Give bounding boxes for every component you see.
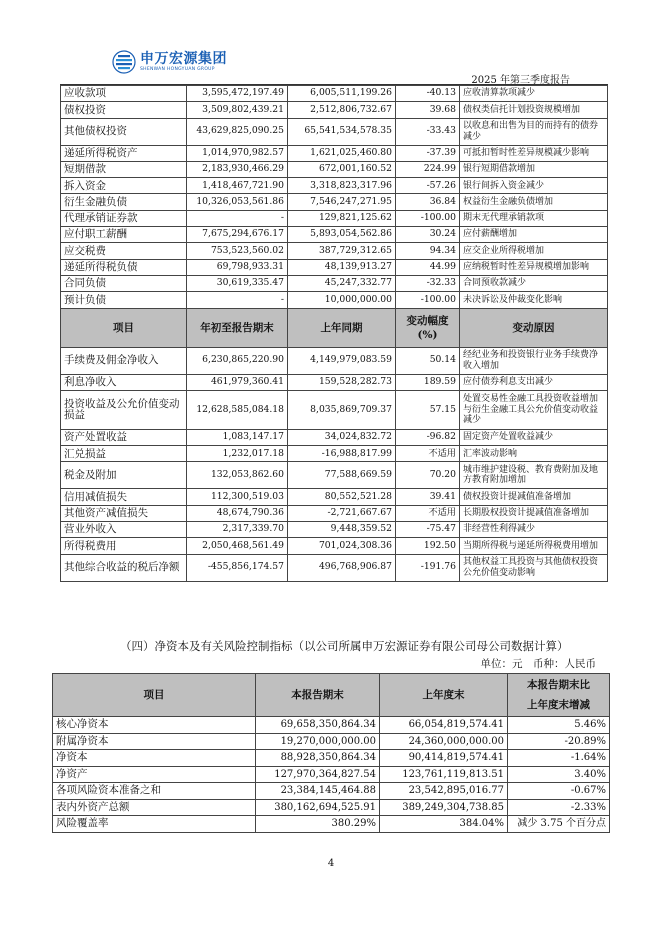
row-change-pct: -191.76	[396, 554, 460, 581]
header-change-line2: 上年度末增减	[527, 699, 590, 711]
row-change-pct: 不适用	[396, 446, 460, 462]
section-title: （四）净资本及有关风险控制指标（以公司所属申万宏源证券有限公司母公司数据计算）	[120, 639, 569, 653]
row-change-pct: -100.00	[396, 210, 460, 226]
row-begin-value: 753,523,560.02	[187, 243, 288, 259]
row-item: 投资收益及公允价值变动损益	[61, 390, 187, 429]
row-prev-value: 496,768,906.87	[288, 554, 396, 581]
table-row	[61, 374, 608, 390]
row-prev-value: 159,528,282.73	[288, 374, 396, 390]
row-reason: 合同预收款减少	[460, 275, 608, 291]
table-row	[53, 783, 610, 800]
row-reason: 长期股权投资计提减值准备增加	[460, 505, 608, 521]
table-row	[53, 816, 610, 833]
row-begin-value: 2,317,339.70	[187, 522, 288, 538]
table-row	[53, 799, 610, 816]
header-change	[396, 308, 460, 347]
table-row	[61, 522, 608, 538]
row-change-pct: 39.41	[396, 489, 460, 505]
row-reason: 处置交易性金融工具投资收益增加与衍生金融工具公允价值变动收益减少	[460, 390, 608, 429]
row-current-value: 380,162,694,525.91	[256, 799, 380, 816]
row-change-pct: -40.13	[396, 86, 460, 102]
row-last-year-value: 24,360,000,000.00	[380, 733, 508, 750]
logo-english-name: SHENWAN HONGYUAN GROUP	[140, 66, 215, 72]
row-item: 应交税费	[61, 243, 187, 259]
header-prev: 上年同期	[288, 308, 396, 347]
row-change-pct: -100.00	[396, 292, 460, 308]
row-item: 衍生金融负债	[61, 194, 187, 210]
row-item: 风险覆盖率	[53, 816, 256, 833]
row-begin-value: 3,595,472,197.49	[187, 86, 288, 102]
table1-header-row	[61, 308, 608, 347]
row-prev-value: 9,448,359.52	[288, 522, 396, 538]
row-prev-value: 48,139,913.27	[288, 259, 396, 275]
row-current-value: 69,658,350,864.34	[256, 717, 380, 734]
header-change-line2: (%)	[417, 328, 438, 341]
row-change-pct: 50.14	[396, 347, 460, 374]
row-change-pct: 189.59	[396, 374, 460, 390]
row-last-year-value: 90,414,819,574.41	[380, 750, 508, 767]
row-item: 其他资产减值损失	[61, 505, 187, 521]
row-change: 3.40%	[508, 766, 610, 783]
table-row	[61, 178, 608, 194]
row-begin-value: -	[187, 292, 288, 308]
row-begin-value: 10,326,053,561.86	[187, 194, 288, 210]
row-change-pct: -32.33	[396, 275, 460, 291]
header-item: 项目	[53, 674, 256, 717]
row-item: 债权投资	[61, 102, 187, 118]
row-reason: 以收息和出售为目的而持有的债券减少	[460, 118, 608, 145]
row-change-pct: 192.50	[396, 538, 460, 554]
table-row	[61, 86, 608, 102]
row-begin-value: 461,979,360.41	[187, 374, 288, 390]
table-row	[61, 390, 608, 429]
row-change: -1.64%	[508, 750, 610, 767]
row-prev-value: 701,024,308.36	[288, 538, 396, 554]
row-item: 各项风险资本准备之和	[53, 783, 256, 800]
row-item: 合同负债	[61, 275, 187, 291]
row-prev-value: 672,001,160.52	[288, 161, 396, 177]
table-row	[61, 259, 608, 275]
row-prev-value: 4,149,979,083.59	[288, 347, 396, 374]
table-row	[53, 733, 610, 750]
table-row	[61, 161, 608, 177]
row-item: 手续费及佣金净收入	[61, 347, 187, 374]
row-prev-value: 387,729,312.65	[288, 243, 396, 259]
row-last-year-value: 384.04%	[380, 816, 508, 833]
row-reason: 权益衍生金融负债增加	[460, 194, 608, 210]
row-change-pct: -96.82	[396, 429, 460, 445]
row-item: 拆入资金	[61, 178, 187, 194]
row-last-year-value: 66,054,819,574.41	[380, 717, 508, 734]
row-reason: 可抵扣暂时性差异规模减少影响	[460, 145, 608, 161]
table-row	[61, 102, 608, 118]
header-current: 本报告期末	[256, 674, 380, 717]
row-begin-value: 43,629,825,090.25	[187, 118, 288, 145]
header-item: 项目	[61, 308, 187, 347]
row-reason: 非经营性利得减少	[460, 522, 608, 538]
row-prev-value: 34,024,832.72	[288, 429, 396, 445]
row-change-pct: 36.84	[396, 194, 460, 210]
row-current-value: 127,970,364,827.54	[256, 766, 380, 783]
row-item: 代理承销证券款	[61, 210, 187, 226]
row-reason: 债权类信托计划投资规模增加	[460, 102, 608, 118]
table-row	[61, 347, 608, 374]
row-item: 其他债权投资	[61, 118, 187, 145]
company-logo	[112, 50, 227, 74]
row-change: 减少 3.75 个百分点	[508, 816, 610, 833]
row-begin-value: 132,053,862.60	[187, 462, 288, 489]
row-change-pct: -57.26	[396, 178, 460, 194]
row-prev-value: 10,000,000.00	[288, 292, 396, 308]
row-prev-value: -2,721,667.67	[288, 505, 396, 521]
row-item: 应收款项	[61, 86, 187, 102]
table-row	[61, 227, 608, 243]
row-change-pct: 94.34	[396, 243, 460, 259]
row-change-pct: -37.39	[396, 145, 460, 161]
table-row	[61, 145, 608, 161]
row-begin-value: 48,674,790.36	[187, 505, 288, 521]
row-prev-value: 5,893,054,562.86	[288, 227, 396, 243]
row-change-pct: 44.99	[396, 259, 460, 275]
row-last-year-value: 389,249,304,738.85	[380, 799, 508, 816]
row-reason: 应付薪酬增加	[460, 227, 608, 243]
row-prev-value: 1,621,025,460.80	[288, 145, 396, 161]
row-change: -0.67%	[508, 783, 610, 800]
page-number: 4	[327, 858, 335, 869]
table1-top-body	[61, 86, 608, 582]
table-row	[61, 446, 608, 462]
table2-header-row	[53, 674, 610, 717]
row-reason: 应交企业所得税增加	[460, 243, 608, 259]
row-change: 5.46%	[508, 717, 610, 734]
net-capital-indicators-table	[52, 673, 610, 833]
table-row	[53, 766, 610, 783]
table-row	[61, 462, 608, 489]
row-change-pct: 70.20	[396, 462, 460, 489]
row-begin-value: 1,014,970,982.57	[187, 145, 288, 161]
table2-body	[53, 674, 610, 833]
row-prev-value: 129,821,125.62	[288, 210, 396, 226]
row-item: 信用减值损失	[61, 489, 187, 505]
table-row	[61, 118, 608, 145]
row-reason: 应付债券利息支出减少	[460, 374, 608, 390]
row-begin-value: -455,856,174.57	[187, 554, 288, 581]
table-row	[61, 210, 608, 226]
row-begin-value: 30,619,335.47	[187, 275, 288, 291]
row-item: 利息净收入	[61, 374, 187, 390]
row-current-value: 19,270,000,000.00	[256, 733, 380, 750]
table-row	[61, 243, 608, 259]
row-item: 应付职工薪酬	[61, 227, 187, 243]
row-begin-value: 1,232,017.18	[187, 446, 288, 462]
row-reason: 其他权益工具投资与其他债权投资公允价值变动影响	[460, 554, 608, 581]
row-begin-value: -	[187, 210, 288, 226]
header-change	[508, 674, 610, 717]
row-change-pct: 不适用	[396, 505, 460, 521]
row-item: 净资产	[53, 766, 256, 783]
row-last-year-value: 123,761,119,813.51	[380, 766, 508, 783]
row-begin-value: 12,628,585,084.18	[187, 390, 288, 429]
row-begin-value: 3,509,802,439.21	[187, 102, 288, 118]
row-prev-value: 80,552,521.28	[288, 489, 396, 505]
row-change-pct: 57.15	[396, 390, 460, 429]
balance-and-income-changes-table	[60, 85, 608, 582]
row-item: 营业外收入	[61, 522, 187, 538]
row-reason: 期末无代理承销款项	[460, 210, 608, 226]
table-row	[61, 275, 608, 291]
logo-chinese-name: 申万宏源集团	[140, 50, 227, 67]
row-begin-value: 7,675,294,676.17	[187, 227, 288, 243]
row-reason: 当期所得税与递延所得税费用增加	[460, 538, 608, 554]
row-current-value: 23,384,145,464.88	[256, 783, 380, 800]
row-reason: 应纳税暂时性差异规模增加影响	[460, 259, 608, 275]
row-item: 附属净资本	[53, 733, 256, 750]
logo-mark-icon	[112, 50, 136, 74]
row-item: 税金及附加	[61, 462, 187, 489]
header-change-line1: 本报告期末比	[527, 679, 590, 691]
row-change-pct: -75.47	[396, 522, 460, 538]
table-row	[61, 538, 608, 554]
row-reason: 汇率波动影响	[460, 446, 608, 462]
row-reason: 银行间拆入资金减少	[460, 178, 608, 194]
row-begin-value: 2,050,468,561.49	[187, 538, 288, 554]
table-row	[61, 505, 608, 521]
row-item: 其他综合收益的税后净额	[61, 554, 187, 581]
row-item: 汇兑损益	[61, 446, 187, 462]
header-last-year: 上年度末	[380, 674, 508, 717]
row-item: 核心净资本	[53, 717, 256, 734]
row-item: 预计负债	[61, 292, 187, 308]
row-item: 短期借款	[61, 161, 187, 177]
row-reason: 银行短期借款增加	[460, 161, 608, 177]
row-begin-value: 1,083,147.17	[187, 429, 288, 445]
row-begin-value: 1,418,467,721.90	[187, 178, 288, 194]
row-begin-value: 69,798,933.31	[187, 259, 288, 275]
table-row	[61, 194, 608, 210]
row-item: 递延所得税负债	[61, 259, 187, 275]
row-prev-value: -16,988,817.99	[288, 446, 396, 462]
row-change: -20.89%	[508, 733, 610, 750]
row-reason: 债权投资计提减值准备增加	[460, 489, 608, 505]
row-change-pct: 30.24	[396, 227, 460, 243]
row-current-value: 88,928,350,864.34	[256, 750, 380, 767]
row-reason: 城市维护建设税、教育费附加及地方教育附加增加	[460, 462, 608, 489]
row-change-pct: -33.43	[396, 118, 460, 145]
row-item: 净资本	[53, 750, 256, 767]
row-reason: 固定资产处置收益减少	[460, 429, 608, 445]
row-prev-value: 45,247,332.77	[288, 275, 396, 291]
table-row	[61, 489, 608, 505]
header-begin: 年初至报告期末	[187, 308, 288, 347]
row-prev-value: 6,005,511,199.26	[288, 86, 396, 102]
row-begin-value: 2,183,930,466.29	[187, 161, 288, 177]
row-reason: 应收清算款项减少	[460, 86, 608, 102]
row-prev-value: 3,318,823,317.96	[288, 178, 396, 194]
row-change: -2.33%	[508, 799, 610, 816]
row-item: 递延所得税资产	[61, 145, 187, 161]
table-row	[53, 750, 610, 767]
row-prev-value: 7,546,247,271.95	[288, 194, 396, 210]
table-row	[61, 554, 608, 581]
row-item: 资产处置收益	[61, 429, 187, 445]
row-current-value: 380.29%	[256, 816, 380, 833]
row-reason: 经纪业务和投资银行业务手续费净收入增加	[460, 347, 608, 374]
table-row	[61, 429, 608, 445]
row-change-pct: 224.99	[396, 161, 460, 177]
row-prev-value: 77,588,669.59	[288, 462, 396, 489]
row-prev-value: 2,512,806,732.67	[288, 102, 396, 118]
row-begin-value: 112,300,519.03	[187, 489, 288, 505]
row-last-year-value: 23,542,895,016.77	[380, 783, 508, 800]
header-change-line1: 变动幅度	[406, 314, 449, 327]
row-reason: 未决诉讼及仲裁变化影响	[460, 292, 608, 308]
report-title: 2025 年第三季度报告	[471, 75, 570, 86]
table-row	[61, 292, 608, 308]
row-change-pct: 39.68	[396, 102, 460, 118]
header-reason: 变动原因	[460, 308, 608, 347]
unit-currency-note: 单位：元 币种：人民币	[480, 658, 596, 670]
row-begin-value: 6,230,865,220.90	[187, 347, 288, 374]
row-item: 所得税费用	[61, 538, 187, 554]
row-prev-value: 65,541,534,578.35	[288, 118, 396, 145]
row-prev-value: 8,035,869,709.37	[288, 390, 396, 429]
table-row	[53, 717, 610, 734]
row-item: 表内外资产总额	[53, 799, 256, 816]
